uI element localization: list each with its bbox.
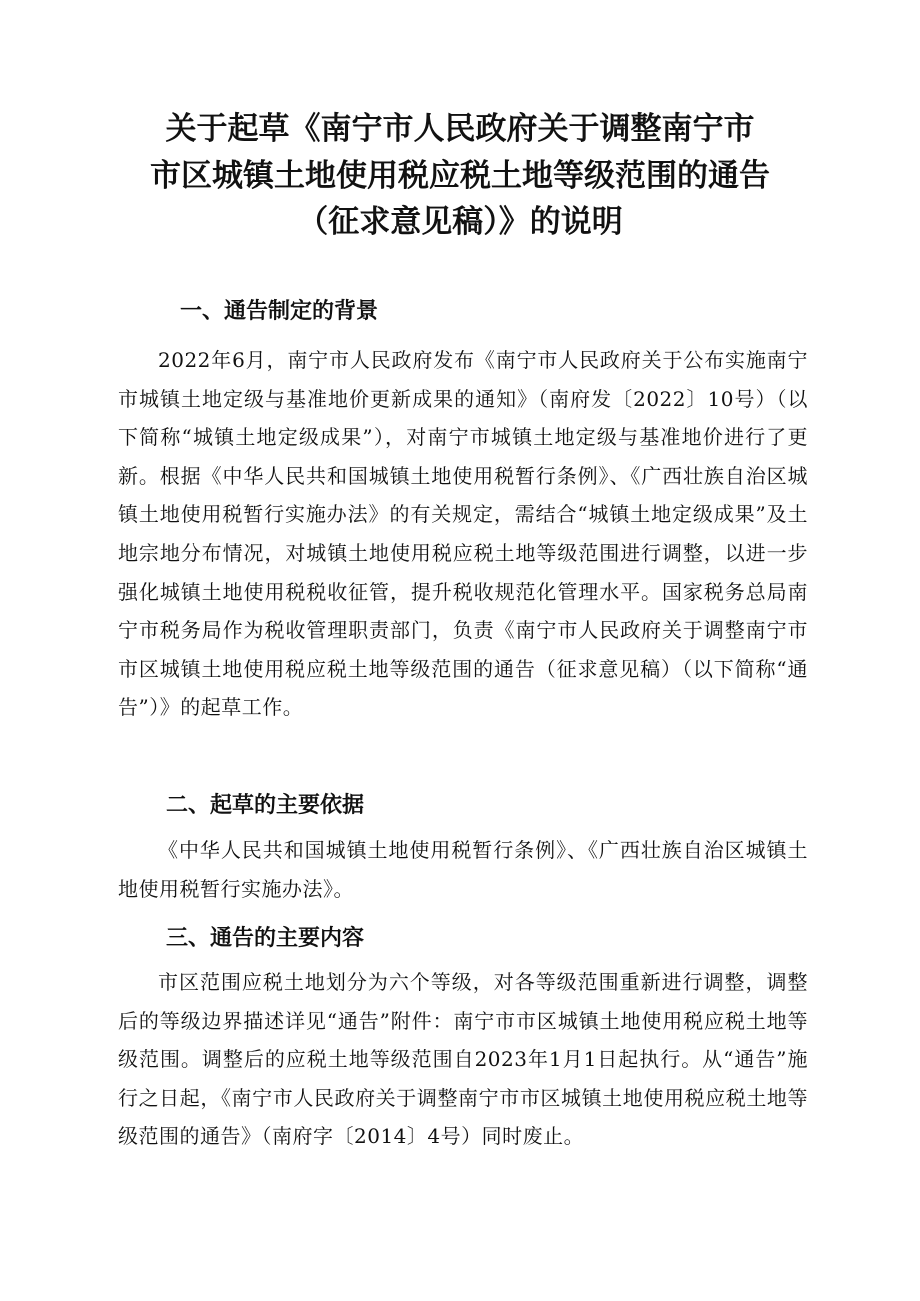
section-paragraph-background: 2022年6月，南宁市人民政府发布《南宁市人民政府关于公布实施南宁市城镇土地定级与基准地价更新成果的通知》（南府发〔2022〕10号）（以下简称“城镇土地定级成果”），对南宁市城镇土地定级与基准地价进行了更新。根据《中华人民共和国城镇土地使用税暂行条例》、《广西壮族自治区城镇土地使用税暂行实施办法》的有关规定，需结合“城镇土地定级成果”及土地宗地分布情况，对城镇土地使用税应税土地等级范围进行调整，以进一步强化城镇土地使用税税收征管，提升税收规范化管理水平。国家税务总局南宁市税务局作为税收管理职责部门，负责《南宁市人民政府关于调整南宁市市区城镇土地使用税应税土地等级范围的通告（征求意见稿）（以下简称“通告”）》的起草工作。 (118, 348, 808, 720)
document-title-line-1: 关于起草《南宁市人民政府关于调整南宁市 (165, 111, 755, 147)
section-heading-basis: 二、起草的主要依据 (166, 793, 365, 818)
document-title-line-2: 市区城镇土地使用税应税土地等级范围的通告 (150, 158, 770, 194)
section-paragraph-content: 市区范围应税土地划分为六个等级，对各等级范围重新进行调整，调整后的等级边界描述详见“通告”附件：南宁市市区城镇土地使用税应税土地等级范围。调整后的应税土地等级范围自2023年1月1日起执行。从“通告”施行之日起，《南宁市人民政府关于调整南宁市市区城镇土地使用税应税土地等级范围的通告》（南府字〔2014〕4号）同时废止。 (118, 970, 808, 1149)
section-heading-background: 一、通告制定的背景 (180, 299, 379, 324)
document-title-line-3: （征求意见稿）》的说明 (297, 204, 623, 240)
section-heading-content: 三、通告的主要内容 (166, 926, 365, 951)
section-paragraph-basis: 《中华人民共和国城镇土地使用税暂行条例》、《广西壮族自治区城镇土地使用税暂行实施办法》。 (118, 838, 808, 901)
